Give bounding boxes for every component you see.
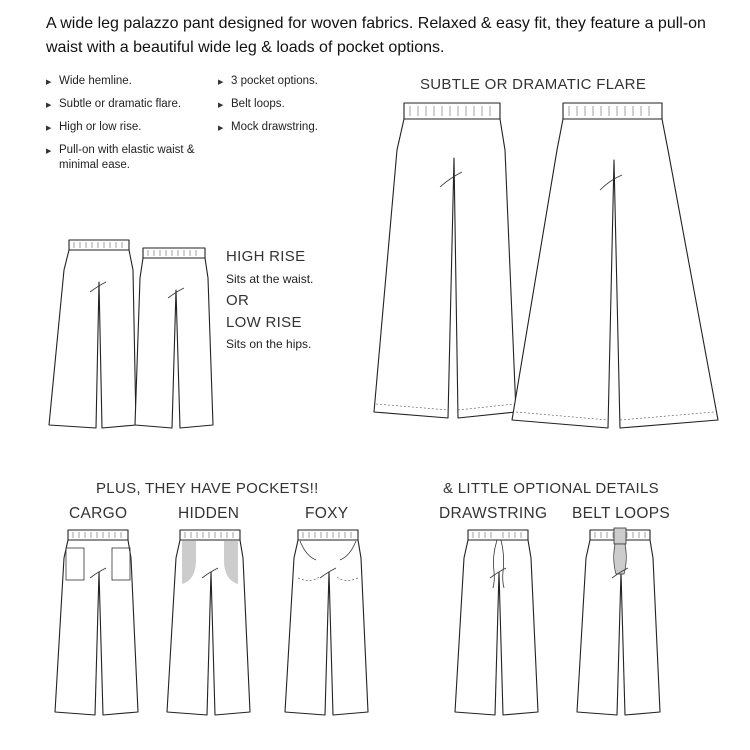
subtle-flare-pant — [374, 103, 516, 418]
intro-text: A wide leg palazzo pant designed for woven fabrics. Relaxed & easy fit, they feature a pull-on waist with a beautiful wide leg & loads of pocket options. — [46, 15, 706, 56]
low-rise-pant — [135, 248, 213, 428]
pockets-heading: PLUS, THEY HAVE POCKETS!! — [96, 480, 319, 497]
feature-item: ▶ Wide hemline. — [46, 74, 221, 89]
hidden-label: HIDDEN — [178, 505, 240, 522]
cargo-pant — [55, 530, 138, 715]
drawstring-label: DRAWSTRING — [439, 505, 548, 522]
foxy-pocket-pant — [285, 530, 368, 715]
foxy-label: FOXY — [305, 505, 349, 522]
feature-item: ▶ Mock drawstring. — [218, 120, 358, 135]
cargo-label: CARGO — [69, 505, 128, 522]
belt-loops-label: BELT LOOPS — [572, 505, 671, 522]
low-rise-title: LOW RISE — [226, 314, 302, 331]
hidden-pocket-pant — [167, 530, 250, 715]
feature-item: ▶ High or low rise. — [46, 120, 221, 135]
low-rise-desc: Sits on the hips. — [226, 337, 312, 351]
feature-item: ▶ Belt loops. — [218, 97, 358, 112]
details-heading: & LITTLE OPTIONAL DETAILS — [443, 480, 659, 497]
high-rise-title: HIGH RISE — [226, 248, 306, 265]
feature-item: ▶ Pull-on with elastic waist & minimal ease. — [46, 143, 221, 173]
flare-heading: SUBTLE OR DRAMATIC FLARE — [420, 76, 647, 93]
dramatic-flare-pant — [512, 103, 718, 428]
feature-item: ▶ 3 pocket options. — [218, 74, 358, 89]
drawstring-pant — [455, 530, 538, 715]
feature-item: ▶ Subtle or dramatic flare. — [46, 97, 221, 112]
high-rise-pant — [49, 240, 136, 428]
high-rise-desc: Sits at the waist. — [226, 272, 314, 286]
or-label: OR — [226, 292, 250, 309]
belt-loops-pant — [577, 528, 660, 715]
